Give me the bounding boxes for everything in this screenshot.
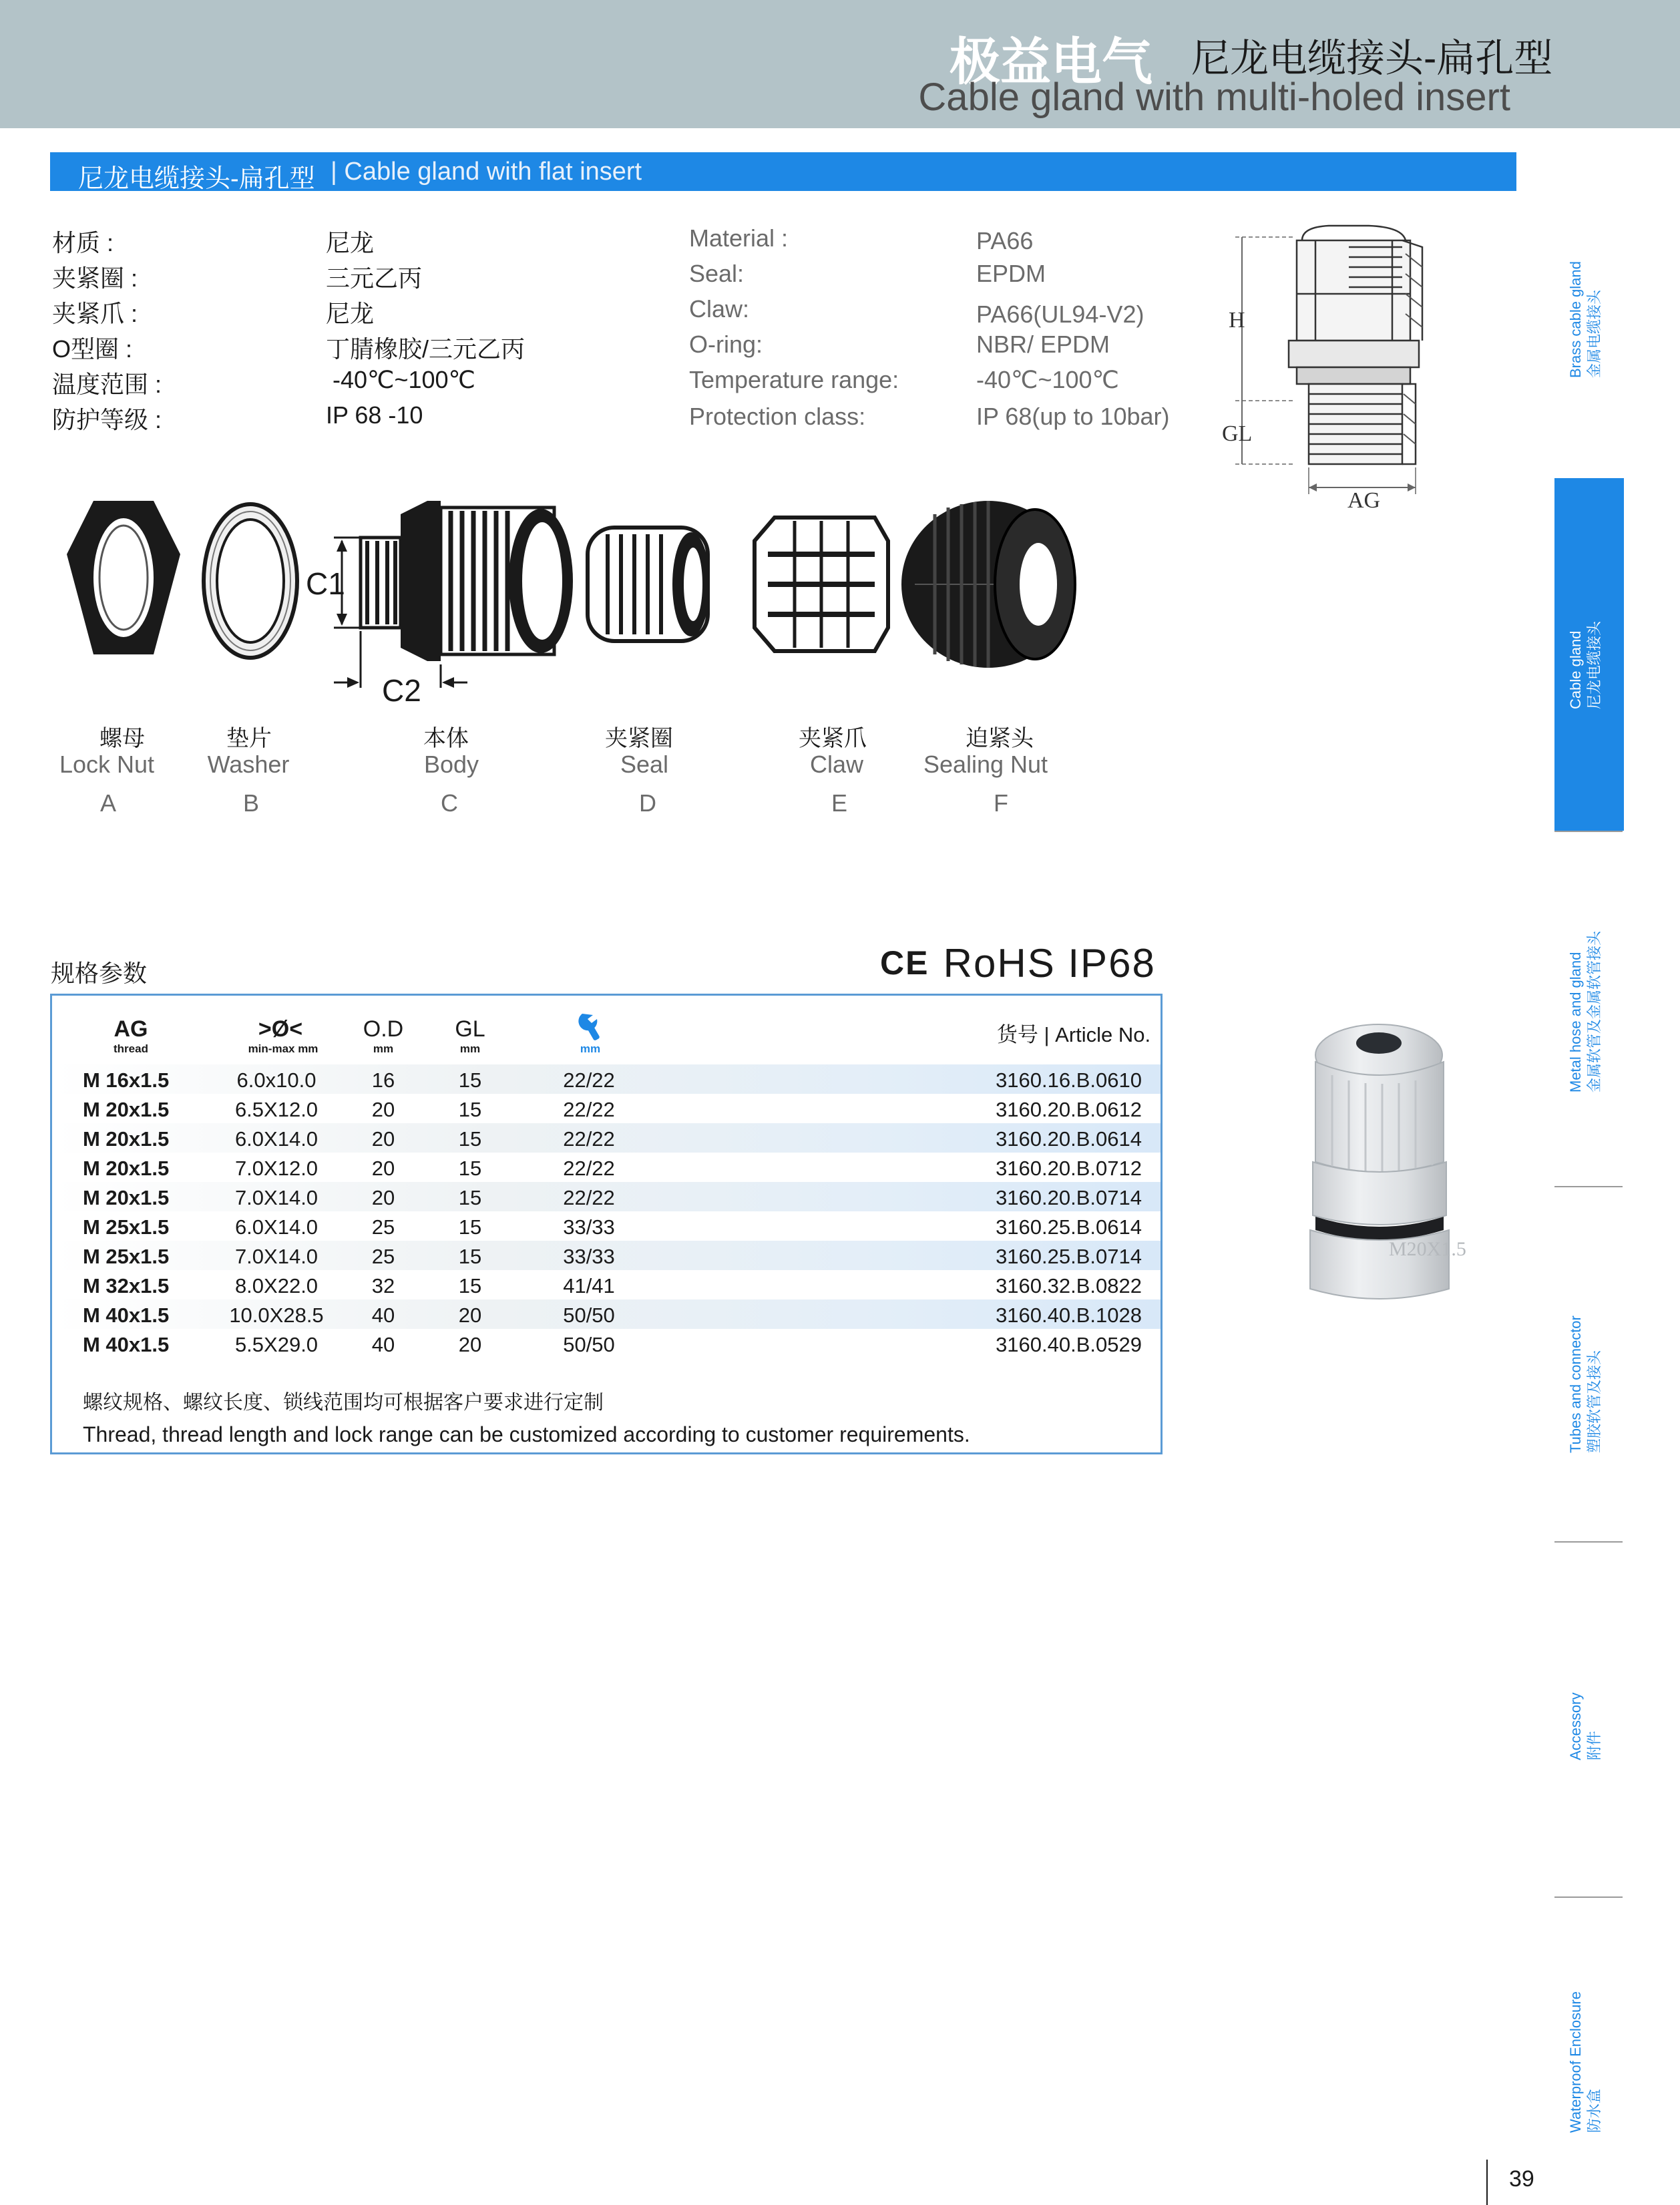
- spec-label: Seal:: [689, 260, 745, 287]
- cell-od: 20: [371, 1186, 395, 1209]
- washer-drawing: [204, 504, 297, 658]
- page-number: 39: [1509, 2166, 1534, 2192]
- col-header-range: >Ø<: [258, 1016, 303, 1042]
- spec-table-title: 规格参数: [51, 960, 148, 987]
- cell-od: 20: [371, 1127, 395, 1151]
- cell-range: 5.5X29.0: [234, 1333, 319, 1356]
- cell-range: 6.0X14.0: [234, 1127, 319, 1151]
- dim-label-c2: C2: [382, 673, 421, 708]
- spec-label: Claw:: [689, 295, 750, 323]
- table-row: [53, 1153, 1161, 1182]
- cell-gl: 15: [458, 1127, 482, 1151]
- part-name-en: Body: [423, 751, 479, 778]
- spec-label: 防护等级 :: [52, 406, 162, 433]
- spec-value: 尼龙: [326, 300, 375, 327]
- col-subheader-ag: thread: [114, 1042, 148, 1055]
- cell-article: 3160.20.B.0612: [996, 1098, 1142, 1121]
- spec-label: 夹紧爪 :: [52, 300, 138, 327]
- cell-range: 7.0X12.0: [234, 1157, 319, 1180]
- cell-od: 20: [371, 1098, 395, 1121]
- spec-label: O-ring:: [689, 331, 763, 358]
- cell-wrench: 22/22: [563, 1157, 615, 1180]
- certifications: [880, 940, 1156, 986]
- cell-gl: 15: [458, 1215, 482, 1239]
- cell-range: 8.0X22.0: [234, 1274, 319, 1297]
- cell-ag: M 20x1.5: [83, 1186, 170, 1209]
- cell-wrench: 33/33: [563, 1245, 615, 1268]
- cell-range: 10.0X28.5: [229, 1304, 324, 1327]
- claw-drawing: [755, 518, 888, 651]
- cell-od: 40: [371, 1304, 395, 1327]
- part-letter: A: [99, 789, 117, 817]
- table-row: [53, 1123, 1161, 1153]
- cell-ag: M 25x1.5: [83, 1245, 170, 1268]
- spec-label: Protection class:: [689, 403, 866, 430]
- table-row: [53, 1241, 1161, 1270]
- table-row: [53, 1270, 1161, 1299]
- sidebar-item-cable-gland[interactable]: Cable gland 尼龙电缆接头: [1567, 620, 1603, 709]
- part-name-en: Sealing Nut: [923, 751, 1048, 778]
- cell-article: 3160.20.B.0714: [996, 1186, 1142, 1209]
- brand-name: 极益电气: [950, 34, 1152, 91]
- cell-ag: M 20x1.5: [83, 1157, 170, 1180]
- spec-label: Temperature range:: [689, 366, 899, 393]
- cell-gl: 15: [458, 1098, 482, 1121]
- spec-label: O型圈 :: [52, 335, 133, 363]
- cell-wrench: 22/22: [563, 1186, 615, 1209]
- cell-od: 16: [371, 1068, 395, 1092]
- sidebar-divider: [1554, 1186, 1623, 1187]
- cell-range: 7.0X14.0: [234, 1186, 319, 1209]
- section-title-en: | Cable gland with flat insert: [331, 158, 642, 186]
- cell-range: 6.0X14.0: [234, 1215, 319, 1239]
- sidebar-item-waterproof-enclosure[interactable]: Waterproof Enclosure 防水盒: [1567, 1991, 1603, 2133]
- spec-value: -40℃~100℃: [333, 366, 475, 393]
- part-letter: F: [994, 789, 1008, 817]
- photo-marking: M20X1.5: [1389, 1238, 1466, 1260]
- part-name-cn: 本体: [423, 726, 469, 751]
- table-row: [53, 1182, 1161, 1211]
- spec-value: EPDM: [976, 260, 1046, 287]
- cell-wrench: 22/22: [563, 1098, 615, 1121]
- lock-nut-drawing: [67, 501, 180, 654]
- sidebar-item-accessory[interactable]: Accessory 附件: [1567, 1692, 1603, 1760]
- spec-value: NBR/ EPDM: [976, 331, 1110, 358]
- section-title-bar: [50, 152, 1516, 191]
- cell-od: 25: [371, 1245, 395, 1268]
- cell-ag: M 16x1.5: [83, 1068, 170, 1092]
- dim-label-gl: GL: [1222, 421, 1253, 446]
- spec-label: 温度范围 :: [52, 371, 162, 398]
- col-header-article: 货号 | Article No.: [996, 1023, 1151, 1046]
- spec-label: 夹紧圈 :: [52, 264, 138, 292]
- sidebar-item-tubes-connector[interactable]: Tubes and connector 塑胶软管及接头: [1567, 1316, 1603, 1453]
- part-name-en: Lock Nut: [59, 751, 155, 778]
- sidebar-divider: [1554, 1541, 1623, 1543]
- cell-article: 3160.40.B.1028: [996, 1304, 1142, 1327]
- cell-article: 3160.20.B.0712: [996, 1157, 1142, 1180]
- part-name-cn: 夹紧圈: [605, 726, 673, 751]
- cell-wrench: 41/41: [563, 1274, 615, 1297]
- cell-od: 40: [371, 1333, 395, 1356]
- col-header-od: O.D: [363, 1016, 404, 1042]
- spec-value: IP 68 -10: [326, 401, 423, 429]
- table-row: [53, 1064, 1161, 1094]
- cell-ag: M 20x1.5: [83, 1127, 170, 1151]
- dimension-drawing: [1222, 220, 1489, 514]
- col-header-ag: AG: [114, 1016, 148, 1042]
- part-name-cn: 迫紧头: [966, 726, 1034, 751]
- part-letter: B: [242, 789, 260, 817]
- part-name-en: Seal: [620, 751, 669, 778]
- dim-label-h: H: [1229, 308, 1245, 333]
- cell-article: 3160.25.B.0714: [996, 1245, 1142, 1268]
- page-number-rule: [1486, 2160, 1488, 2205]
- svg-text:CE: CE: [880, 944, 929, 982]
- spec-value: -40℃~100℃: [976, 366, 1119, 393]
- product-photo: [1269, 1022, 1496, 1322]
- cell-wrench: 22/22: [563, 1127, 615, 1151]
- sidebar-divider: [1554, 1896, 1623, 1898]
- cell-od: 32: [371, 1274, 395, 1297]
- cell-gl: 15: [458, 1068, 482, 1092]
- col-subheader-wrench: mm: [580, 1042, 601, 1055]
- rohs-ip68-label: RoHS IP68: [943, 941, 1156, 986]
- part-name-en: Washer: [207, 751, 290, 778]
- cell-gl: 20: [458, 1333, 482, 1356]
- sidebar-item-brass-cable-gland[interactable]: Brass cable gland 金属电缆接头: [1567, 261, 1603, 378]
- wrench-icon: [576, 1011, 605, 1042]
- col-subheader-range: min-max mm: [248, 1042, 319, 1055]
- table-row: [53, 1299, 1161, 1329]
- cell-article: 3160.20.B.0614: [996, 1127, 1142, 1151]
- sealing-nut-drawing: [901, 501, 1075, 668]
- part-letter: E: [831, 789, 848, 817]
- part-letter: D: [639, 789, 656, 817]
- cell-gl: 20: [458, 1304, 482, 1327]
- cell-ag: M 20x1.5: [83, 1098, 170, 1121]
- spec-value: IP 68(up to 10bar): [976, 403, 1170, 430]
- spec-value: 丁腈橡胶/三元乙丙: [326, 335, 526, 363]
- col-subheader-gl: mm: [459, 1042, 481, 1055]
- cell-wrench: 50/50: [563, 1333, 615, 1356]
- customization-note-cn: 螺纹规格、螺纹长度、锁线范围均可根据客户要求进行定制: [83, 1392, 604, 1414]
- cell-range: 6.0x10.0: [236, 1068, 317, 1092]
- cell-gl: 15: [458, 1186, 482, 1209]
- cell-article: 3160.32.B.0822: [996, 1274, 1142, 1297]
- page-title-cn: 尼龙电缆接头-扁孔型: [1191, 37, 1553, 80]
- cell-ag: M 40x1.5: [83, 1304, 170, 1327]
- spec-value: 尼龙: [326, 229, 375, 256]
- cell-range: 6.5X12.0: [234, 1098, 319, 1121]
- part-name-cn: 垫片: [226, 726, 272, 751]
- sidebar-divider: [1554, 831, 1623, 832]
- cell-wrench: 33/33: [563, 1215, 615, 1239]
- part-name-cn: 夹紧爪: [799, 726, 867, 751]
- cell-article: 3160.40.B.0529: [996, 1333, 1142, 1356]
- cell-gl: 15: [458, 1274, 482, 1297]
- cell-article: 3160.25.B.0614: [996, 1215, 1142, 1239]
- exploded-parts-drawing: [53, 487, 1122, 715]
- part-name-en: Claw: [809, 751, 864, 778]
- part-letter: C: [441, 789, 458, 817]
- sidebar-item-metal-hose[interactable]: Metal hose and gland 金属软管及金属软管接头: [1567, 930, 1603, 1092]
- cell-od: 25: [371, 1215, 395, 1239]
- spec-value: 三元乙丙: [326, 264, 423, 292]
- cell-wrench: 50/50: [563, 1304, 615, 1327]
- table-row: [53, 1211, 1161, 1241]
- cell-ag: M 40x1.5: [83, 1333, 170, 1356]
- section-title-cn: 尼龙电缆接头-扁孔型: [78, 165, 315, 193]
- spec-label: 材质 :: [52, 229, 114, 256]
- dim-label-c1: C1: [306, 566, 345, 601]
- ce-mark-icon: [880, 944, 929, 982]
- col-header-gl: GL: [455, 1016, 485, 1042]
- cell-gl: 15: [458, 1157, 482, 1180]
- spec-value: PA66: [976, 227, 1034, 254]
- cell-ag: M 32x1.5: [83, 1274, 170, 1297]
- cell-od: 20: [371, 1157, 395, 1180]
- table-row: [53, 1094, 1161, 1123]
- customization-note-en: Thread, thread length and lock range can be customized according to customer requirements.: [83, 1422, 970, 1446]
- spec-label: Material :: [689, 224, 789, 252]
- cell-range: 7.0X14.0: [234, 1245, 319, 1268]
- table-row: [53, 1329, 1161, 1358]
- part-name-cn: 螺母: [99, 726, 145, 751]
- cell-ag: M 25x1.5: [83, 1215, 170, 1239]
- cell-wrench: 22/22: [563, 1068, 615, 1092]
- cell-gl: 15: [458, 1245, 482, 1268]
- cell-article: 3160.16.B.0610: [996, 1068, 1142, 1092]
- seal-drawing: [588, 528, 710, 641]
- page-title-en: Cable gland with multi-holed insert: [918, 75, 1510, 119]
- col-subheader-od: mm: [373, 1042, 394, 1055]
- body-drawing: [334, 501, 573, 688]
- dim-label-ag: AG: [1347, 488, 1381, 513]
- spec-value: PA66(UL94-V2): [976, 300, 1144, 328]
